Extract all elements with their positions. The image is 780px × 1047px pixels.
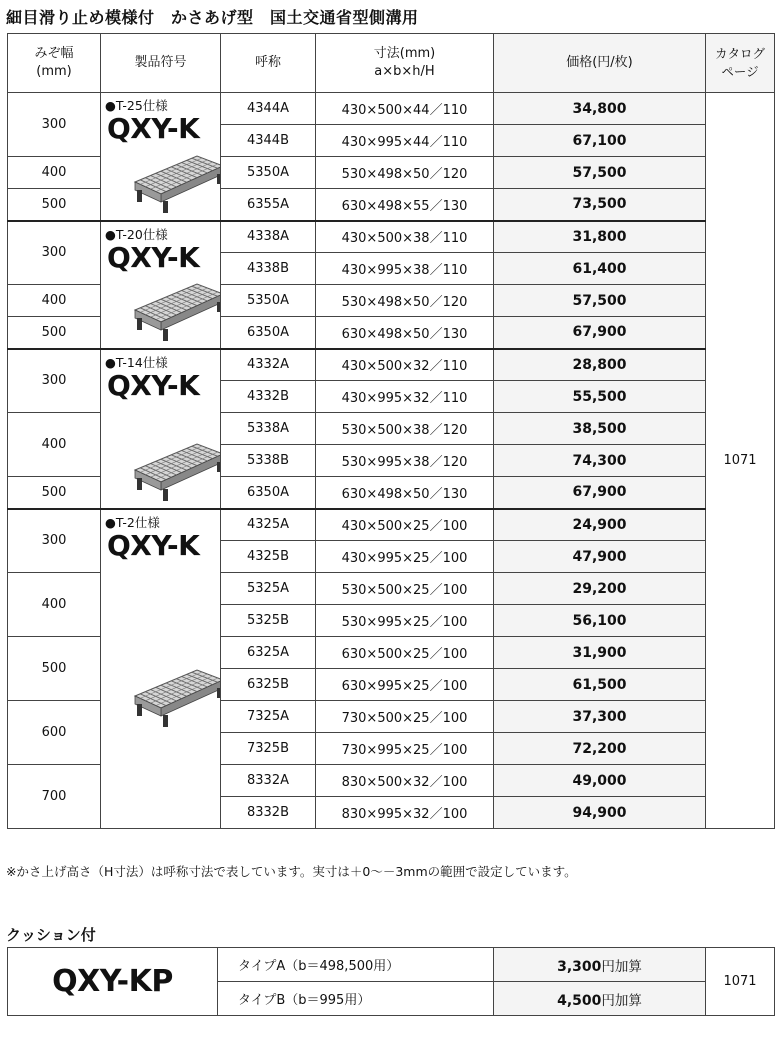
spec-label: ●T-20仕様 xyxy=(105,226,168,242)
page-title: 細目滑り止め模様付 かさあげ型 国土交通省型側溝用 xyxy=(6,8,419,27)
price-cell: 28,800 xyxy=(494,349,706,381)
header-width: みぞ幅 (mm) xyxy=(8,34,101,93)
price-cell: 47,900 xyxy=(494,541,706,573)
price-cell: 72,200 xyxy=(494,733,706,765)
dims-cell: 730×500×25／100 xyxy=(316,701,494,733)
width-cell: 400 xyxy=(8,573,101,637)
code-cell: 8332A xyxy=(221,765,316,797)
cushion-product-name: QXY-KP xyxy=(8,948,218,1016)
header-dims: 寸法(mm) a×b×h/H xyxy=(316,34,494,93)
table-row xyxy=(8,349,775,381)
cushion-add-price: 4,500円加算 xyxy=(494,982,706,1016)
price-cell: 34,800 xyxy=(494,93,706,125)
dims-cell: 530×995×25／100 xyxy=(316,605,494,637)
code-cell: 6325A xyxy=(221,637,316,669)
dims-cell: 730×995×25／100 xyxy=(316,733,494,765)
code-cell: 8332B xyxy=(221,797,316,829)
spec-label: ●T-25仕様 xyxy=(105,98,168,113)
code-cell: 5325B xyxy=(221,605,316,637)
code-cell: 4332A xyxy=(221,349,316,381)
product-name: QXY-K xyxy=(107,368,200,402)
dims-cell: 630×498×50／130 xyxy=(316,477,494,509)
dims-cell: 530×500×25／100 xyxy=(316,573,494,605)
code-cell: 4344A xyxy=(221,93,316,125)
code-cell: 4344B xyxy=(221,125,316,157)
dims-cell: 430×995×32／110 xyxy=(316,381,494,413)
product-cell xyxy=(101,509,221,829)
price-cell: 94,900 xyxy=(494,797,706,829)
price-cell: 31,900 xyxy=(494,637,706,669)
dims-cell: 530×500×38／120 xyxy=(316,413,494,445)
code-cell: 4338A xyxy=(221,221,316,253)
product-name: QXY-K xyxy=(107,240,200,274)
price-cell: 73,500 xyxy=(494,189,706,221)
product-cell xyxy=(101,221,221,349)
dims-cell: 430×500×32／110 xyxy=(316,349,494,381)
width-cell: 500 xyxy=(8,189,101,221)
price-cell: 24,900 xyxy=(494,509,706,541)
code-cell: 6350A xyxy=(221,317,316,349)
grating-icon xyxy=(125,144,221,214)
code-cell: 4325B xyxy=(221,541,316,573)
price-cell: 67,100 xyxy=(494,125,706,157)
dims-cell: 630×498×50／130 xyxy=(316,317,494,349)
code-cell: 4332B xyxy=(221,381,316,413)
table-row xyxy=(8,509,775,541)
table-row xyxy=(8,93,775,125)
dims-cell: 630×995×25／100 xyxy=(316,669,494,701)
footnote: ※かさ上げ高さ（H寸法）は呼称寸法で表しています。実寸は＋0〜－3mmの範囲で設定しています。 xyxy=(6,864,577,879)
dims-cell: 630×500×25／100 xyxy=(316,637,494,669)
width-cell: 500 xyxy=(8,637,101,701)
code-cell: 6355A xyxy=(221,189,316,221)
dims-cell: 830×500×32／100 xyxy=(316,765,494,797)
width-cell: 300 xyxy=(8,349,101,413)
product-cell xyxy=(101,349,221,509)
width-cell: 300 xyxy=(8,221,101,285)
price-cell: 57,500 xyxy=(494,285,706,317)
price-cell: 38,500 xyxy=(494,413,706,445)
price-cell: 55,500 xyxy=(494,381,706,413)
dims-cell: 530×995×38／120 xyxy=(316,445,494,477)
dims-cell: 530×498×50／120 xyxy=(316,157,494,189)
cushion-type: タイプB（b＝995用） xyxy=(218,982,494,1016)
price-cell: 61,500 xyxy=(494,669,706,701)
header-catalog: カタログ ページ xyxy=(706,34,775,93)
grating-icon xyxy=(125,272,221,342)
width-cell: 600 xyxy=(8,701,101,765)
header-code: 呼称 xyxy=(221,34,316,93)
price-cell: 29,200 xyxy=(494,573,706,605)
spec-label: ●T-14仕様 xyxy=(105,354,168,370)
price-cell: 49,000 xyxy=(494,765,706,797)
header-price: 価格(円/枚) xyxy=(494,34,706,93)
table-row xyxy=(8,221,775,253)
width-cell: 300 xyxy=(8,93,101,157)
code-cell: 5338A xyxy=(221,413,316,445)
product-name: QXY-K xyxy=(107,528,200,562)
price-cell: 67,900 xyxy=(494,477,706,509)
code-cell: 7325B xyxy=(221,733,316,765)
cushion-type: タイプA（b＝498,500用） xyxy=(218,948,494,982)
grating-icon xyxy=(125,432,221,502)
dims-cell: 430×500×38／110 xyxy=(316,221,494,253)
width-cell: 500 xyxy=(8,477,101,509)
product-name: QXY-K xyxy=(107,112,200,145)
spec-label: ●T-2仕様 xyxy=(105,514,160,530)
code-cell: 5338B xyxy=(221,445,316,477)
table-row xyxy=(8,948,775,982)
price-cell: 67,900 xyxy=(494,317,706,349)
code-cell: 6325B xyxy=(221,669,316,701)
cushion-add-price: 3,300円加算 xyxy=(494,948,706,982)
cushion-title: クッション付 xyxy=(6,926,96,944)
price-table xyxy=(7,33,775,829)
price-cell: 37,300 xyxy=(494,701,706,733)
dims-cell: 430×995×38／110 xyxy=(316,253,494,285)
header-product: 製品符号 xyxy=(101,34,221,93)
dims-cell: 430×500×25／100 xyxy=(316,509,494,541)
table-header-row xyxy=(8,34,775,93)
price-cell: 56,100 xyxy=(494,605,706,637)
code-cell: 4325A xyxy=(221,509,316,541)
grating-icon xyxy=(125,658,221,728)
price-cell: 74,300 xyxy=(494,445,706,477)
cushion-table xyxy=(7,947,775,1016)
dims-cell: 430×995×25／100 xyxy=(316,541,494,573)
width-cell: 400 xyxy=(8,285,101,317)
width-cell: 300 xyxy=(8,509,101,573)
width-cell: 700 xyxy=(8,765,101,829)
code-cell: 6350A xyxy=(221,477,316,509)
dims-cell: 830×995×32／100 xyxy=(316,797,494,829)
dims-cell: 430×500×44／110 xyxy=(316,93,494,125)
price-cell: 61,400 xyxy=(494,253,706,285)
dims-cell: 630×498×55／130 xyxy=(316,189,494,221)
dims-cell: 530×498×50／120 xyxy=(316,285,494,317)
code-cell: 5325A xyxy=(221,573,316,605)
price-cell: 57,500 xyxy=(494,157,706,189)
code-cell: 5350A xyxy=(221,157,316,189)
code-cell: 5350A xyxy=(221,285,316,317)
width-cell: 500 xyxy=(8,317,101,349)
catalog-page: 1071 xyxy=(706,93,775,829)
width-cell: 400 xyxy=(8,413,101,477)
dims-cell: 430×995×44／110 xyxy=(316,125,494,157)
product-cell xyxy=(101,93,221,221)
width-cell: 400 xyxy=(8,157,101,189)
code-cell: 7325A xyxy=(221,701,316,733)
price-cell: 31,800 xyxy=(494,221,706,253)
cushion-catalog-page: 1071 xyxy=(706,948,775,1016)
code-cell: 4338B xyxy=(221,253,316,285)
